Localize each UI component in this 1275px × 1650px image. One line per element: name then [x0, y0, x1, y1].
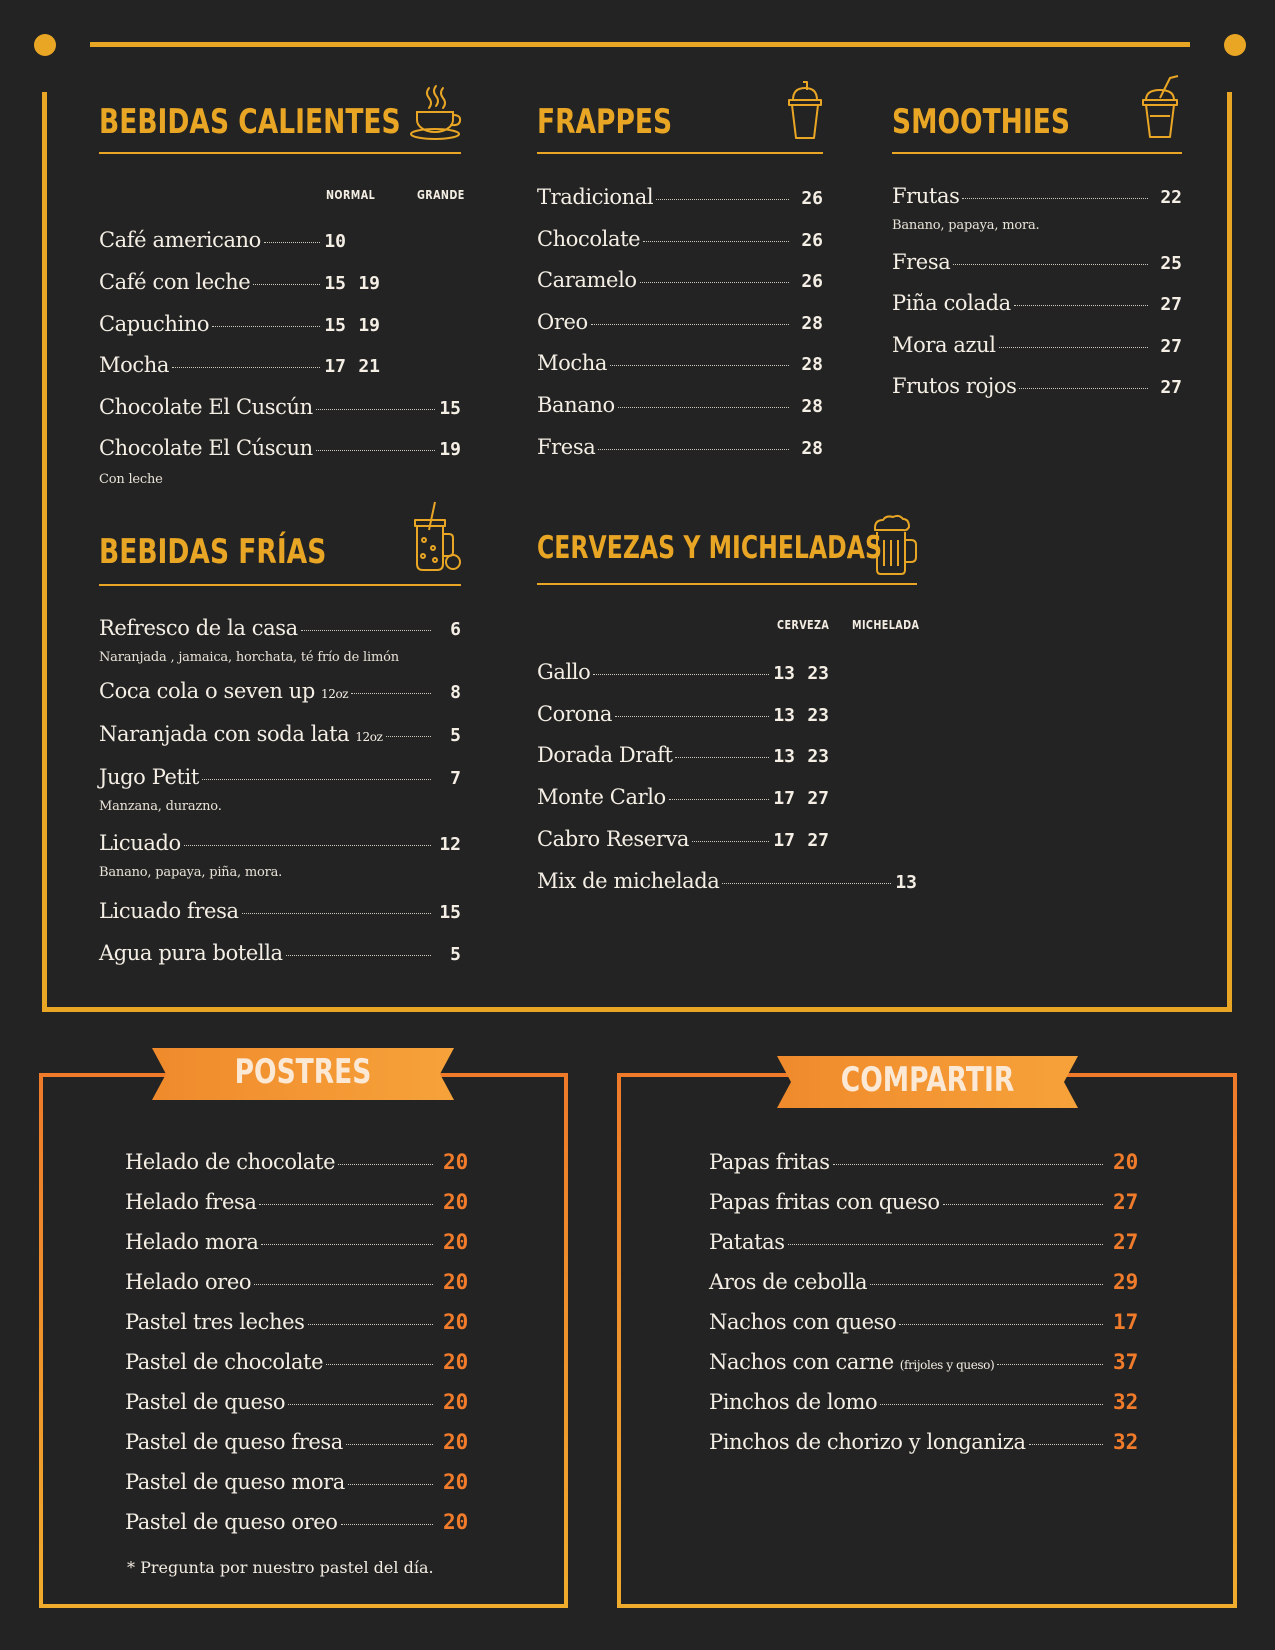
item-name: Pastel de queso oreo	[125, 1510, 338, 1534]
dotted-leader	[899, 1324, 1103, 1325]
menu-item-row	[99, 722, 461, 746]
dotted-leader	[286, 955, 431, 956]
dotted-leader	[316, 409, 436, 410]
item-description: Naranjada , jamaica, horchata, té frío de limón	[99, 650, 399, 665]
price-michelada: 23	[807, 663, 829, 684]
dotted-leader	[386, 736, 431, 737]
compartir-title: COMPARTIR	[840, 1060, 1015, 1100]
menu-item-row	[99, 353, 461, 377]
menu-item-row	[537, 310, 823, 334]
price-grande: 19	[358, 315, 380, 336]
item-price: 8	[450, 682, 461, 703]
item-price: 20	[443, 1350, 469, 1374]
item-name: Pinchos de lomo	[709, 1390, 878, 1414]
item-name: Pastel de queso fresa	[125, 1430, 343, 1454]
item-description: Con leche	[99, 472, 163, 487]
item-name: Piña colada	[892, 291, 1011, 315]
item-price: 20	[443, 1470, 469, 1494]
item-price: 27	[1160, 294, 1182, 315]
menu-item-row	[125, 1350, 477, 1374]
section-rule	[99, 584, 461, 586]
section-title: FRAPPES	[537, 102, 673, 142]
item-name: Café con leche	[99, 270, 251, 294]
item-name: Refresco de la casa	[99, 616, 298, 640]
price-cerveza: 13	[773, 705, 795, 726]
menu-item-row	[99, 941, 461, 965]
section-rule	[99, 152, 461, 154]
dotted-leader	[953, 264, 1148, 265]
section-title: BEBIDAS CALIENTES	[99, 102, 401, 142]
item-price: 20	[443, 1310, 469, 1334]
top-rule	[90, 42, 1190, 47]
dotted-leader	[692, 841, 769, 842]
item-name: Nachos con queso	[709, 1310, 897, 1334]
menu-item-row	[892, 291, 1182, 315]
price-normal: 17	[324, 356, 346, 377]
menu-item-row	[125, 1190, 477, 1214]
section-rule	[537, 583, 917, 585]
item-name: Mocha	[99, 353, 169, 377]
item-name: Fresa	[892, 250, 951, 274]
dotted-leader	[351, 693, 431, 694]
menu-item-row	[709, 1190, 1147, 1214]
section-rule	[537, 152, 823, 154]
menu-item-row	[709, 1310, 1147, 1334]
item-name: Helado fresa	[125, 1190, 257, 1214]
item-name: Banano	[537, 393, 615, 417]
item-name: Dorada Draft	[537, 743, 673, 767]
menu-item-row	[537, 227, 823, 251]
dotted-leader	[788, 1244, 1103, 1245]
menu-item-row	[537, 869, 917, 893]
item-name: Licuado fresa	[99, 899, 239, 923]
menu-item-row	[709, 1350, 1147, 1374]
postres-note: * Pregunta por nuestro pastel del día.	[127, 1558, 434, 1577]
menu-item-row	[537, 702, 917, 726]
item-name: Pastel de queso mora	[125, 1470, 345, 1494]
item-price: 15	[439, 902, 461, 923]
price-grande: 19	[439, 439, 461, 460]
menu-item-row	[537, 185, 823, 209]
item-price: 12	[439, 834, 461, 855]
item-name: Papas fritas con queso	[709, 1190, 940, 1214]
postres-title: POSTRES	[234, 1052, 372, 1092]
menu-item-row	[892, 374, 1182, 398]
price-cerveza: 17	[773, 830, 795, 851]
dotted-leader	[997, 1364, 1103, 1365]
menu-item-row	[537, 660, 917, 684]
dotted-leader	[172, 367, 320, 368]
dotted-leader	[640, 282, 789, 283]
item-price: 27	[1113, 1230, 1139, 1254]
coffee-cup-icon	[409, 84, 463, 142]
price-grande: 21	[358, 356, 380, 377]
dotted-leader	[1019, 388, 1148, 389]
item-name: Nachos con carne	[709, 1350, 894, 1374]
section-bebidas-calientes	[99, 80, 465, 500]
dotted-leader	[598, 449, 789, 450]
item-price: 20	[443, 1270, 469, 1294]
section-postres	[125, 1120, 477, 1580]
price-cerveza: 13	[773, 663, 795, 684]
item-name: Aros de cebolla	[709, 1270, 868, 1294]
item-price: 20	[1113, 1150, 1139, 1174]
item-name: Naranjada con soda lata	[99, 722, 350, 746]
col-michelada-header: MICHELADA	[852, 618, 920, 632]
dotted-leader	[675, 757, 769, 758]
price-grande: 15	[439, 398, 461, 419]
item-name: Tradicional	[537, 185, 654, 209]
menu-item-row	[99, 395, 461, 419]
menu-item-row	[709, 1230, 1147, 1254]
dotted-leader	[264, 242, 320, 243]
menu-item-row	[709, 1430, 1147, 1454]
item-price: 27	[1160, 377, 1182, 398]
menu-item-row	[99, 765, 461, 789]
dotted-leader	[259, 1204, 433, 1205]
price-cerveza: 17	[773, 788, 795, 809]
dotted-leader	[316, 450, 436, 451]
item-price: 20	[443, 1230, 469, 1254]
item-name: Mora azul	[892, 333, 996, 357]
item-name: Helado mora	[125, 1230, 259, 1254]
item-description: Banano, papaya, piña, mora.	[99, 865, 283, 880]
menu-item-row	[99, 270, 461, 294]
item-price: 25	[1160, 253, 1182, 274]
dotted-leader	[253, 284, 320, 285]
menu-item-row	[892, 250, 1182, 274]
menu-item-row	[537, 743, 917, 767]
dotted-leader	[1029, 1444, 1103, 1445]
price-michelada: 23	[807, 705, 829, 726]
item-price: 26	[801, 271, 823, 292]
item-name: Mocha	[537, 351, 607, 375]
item-name: Fresa	[537, 435, 596, 459]
item-price: 32	[1113, 1390, 1139, 1414]
item-name: Frutas	[892, 184, 960, 208]
menu-item-row	[537, 827, 917, 851]
menu-item-row	[125, 1270, 477, 1294]
item-description: Manzana, durazno.	[99, 799, 222, 814]
dotted-leader	[338, 1164, 433, 1165]
dotted-leader	[1014, 305, 1148, 306]
menu-item-row	[99, 616, 461, 640]
item-name: Licuado	[99, 831, 181, 855]
menu-item-row	[99, 228, 461, 252]
menu-item-row	[125, 1390, 477, 1414]
price-cerveza: 13	[773, 746, 795, 767]
menu-item-row	[537, 351, 823, 375]
item-name: Agua pura botella	[99, 941, 283, 965]
dotted-leader	[610, 365, 789, 366]
item-price: 20	[443, 1150, 469, 1174]
section-compartir	[709, 1120, 1147, 1500]
item-price: 6	[450, 619, 461, 640]
item-name: Gallo	[537, 660, 591, 684]
dotted-leader	[184, 845, 431, 846]
item-price: 28	[801, 396, 823, 417]
item-price: 27	[1113, 1190, 1139, 1214]
item-name: Helado oreo	[125, 1270, 252, 1294]
item-name: Corona	[537, 702, 613, 726]
item-price: 28	[801, 313, 823, 334]
item-name: Pastel de queso	[125, 1390, 286, 1414]
item-name: Helado de chocolate	[125, 1150, 336, 1174]
item-name: Mix de michelada	[537, 869, 720, 893]
dotted-leader	[348, 1484, 433, 1485]
item-extra: (frijoles y queso)	[899, 1358, 995, 1372]
menu-item-row	[537, 393, 823, 417]
item-price: 26	[801, 230, 823, 251]
menu-item-row	[892, 184, 1182, 208]
menu-item-row	[537, 785, 917, 809]
dotted-leader	[880, 1404, 1103, 1405]
dotted-leader	[999, 347, 1148, 348]
item-name: Capuchino	[99, 312, 210, 336]
item-name: Chocolate El Cuscún	[99, 395, 313, 419]
menu-item-row	[537, 435, 823, 459]
section-rule	[892, 152, 1182, 154]
col-normal-header: NORMAL	[326, 188, 376, 202]
col-grande-header: GRANDE	[417, 188, 465, 202]
menu-item-row	[99, 679, 461, 703]
item-price: 7	[450, 768, 461, 789]
item-description: Banano, papaya, mora.	[892, 218, 1040, 233]
dotted-leader	[943, 1204, 1103, 1205]
section-title: CERVEZAS Y MICHELADAS	[537, 530, 882, 566]
compartir-ribbon	[777, 1056, 1078, 1108]
price-grande: 19	[358, 273, 380, 294]
price-michelada: 13	[895, 872, 917, 893]
dotted-leader	[341, 1524, 433, 1525]
item-name: Monte Carlo	[537, 785, 666, 809]
menu-item-row	[125, 1430, 477, 1454]
menu-item-row	[709, 1150, 1147, 1174]
item-price: 22	[1160, 187, 1182, 208]
dotted-leader	[308, 1324, 433, 1325]
menu-item-row	[125, 1310, 477, 1334]
price-michelada: 27	[807, 788, 829, 809]
item-name: Café americano	[99, 228, 261, 252]
item-price: 20	[443, 1190, 469, 1214]
smoothie-cup-icon	[1138, 74, 1182, 142]
item-price: 32	[1113, 1430, 1139, 1454]
section-smoothies	[892, 80, 1182, 410]
dotted-leader	[870, 1284, 1103, 1285]
dotted-leader	[833, 1164, 1103, 1165]
section-bebidas-frias	[99, 500, 461, 980]
section-title: BEBIDAS FRÍAS	[99, 532, 327, 572]
item-name: Oreo	[537, 310, 588, 334]
price-michelada: 23	[807, 746, 829, 767]
price-michelada: 27	[807, 830, 829, 851]
item-price: 28	[801, 438, 823, 459]
item-price: 28	[801, 354, 823, 375]
item-name: Cabro Reserva	[537, 827, 690, 851]
menu-item-row	[99, 899, 461, 923]
dotted-leader	[669, 799, 770, 800]
dotted-leader	[212, 326, 320, 327]
item-price: 20	[443, 1390, 469, 1414]
menu-item-row	[709, 1390, 1147, 1414]
col-cerveza-header: CERVEZA	[777, 618, 830, 632]
dotted-leader	[346, 1444, 433, 1445]
beer-mug-icon	[871, 514, 919, 576]
price-normal: 15	[324, 315, 346, 336]
item-size: 12oz	[355, 730, 383, 744]
menu-item-row	[99, 436, 461, 460]
item-name: Pastel tres leches	[125, 1310, 305, 1334]
dotted-leader	[656, 199, 789, 200]
item-price: 20	[443, 1430, 469, 1454]
item-name: Chocolate	[537, 227, 641, 251]
menu-item-row	[99, 312, 461, 336]
dotted-leader	[261, 1244, 433, 1245]
dotted-leader	[722, 883, 891, 884]
dotted-leader	[254, 1284, 433, 1285]
item-price: 5	[450, 725, 461, 746]
price-normal: 10	[324, 231, 346, 252]
item-name: Jugo Petit	[99, 765, 199, 789]
frappe-cup-icon	[785, 80, 825, 142]
section-cervezas-y-micheladas	[537, 500, 920, 910]
item-name: Caramelo	[537, 268, 637, 292]
item-price: 37	[1113, 1350, 1139, 1374]
item-name: Pastel de chocolate	[125, 1350, 324, 1374]
menu-item-row	[125, 1510, 477, 1534]
item-name: Chocolate El Cúscun	[99, 436, 313, 460]
price-normal: 15	[324, 273, 346, 294]
mason-jar-drink-icon	[409, 500, 461, 576]
item-size: 12oz	[320, 687, 349, 701]
menu-item-row	[125, 1470, 477, 1494]
dotted-leader	[615, 716, 769, 717]
menu-item-row	[709, 1270, 1147, 1294]
dotted-leader	[301, 630, 431, 631]
top-left-dot	[34, 34, 56, 56]
section-title: SMOOTHIES	[892, 102, 1070, 142]
item-price: 29	[1113, 1270, 1139, 1294]
dotted-leader	[326, 1364, 433, 1365]
dotted-leader	[962, 198, 1148, 199]
menu-item-row	[125, 1230, 477, 1254]
postres-ribbon	[152, 1048, 454, 1100]
item-price: 20	[443, 1510, 469, 1534]
item-price: 26	[801, 188, 823, 209]
dotted-leader	[202, 779, 431, 780]
item-name: Coca cola o seven up	[99, 679, 315, 703]
dotted-leader	[618, 407, 789, 408]
menu-item-row	[892, 333, 1182, 357]
dotted-leader	[593, 674, 769, 675]
item-price: 17	[1113, 1310, 1139, 1334]
dotted-leader	[288, 1404, 433, 1405]
menu-item-row	[125, 1150, 477, 1174]
menu-item-row	[537, 268, 823, 292]
dotted-leader	[643, 241, 789, 242]
item-name: Frutos rojos	[892, 374, 1017, 398]
item-price: 27	[1160, 336, 1182, 357]
dotted-leader	[242, 913, 431, 914]
item-name: Papas fritas	[709, 1150, 830, 1174]
item-name: Pinchos de chorizo y longaniza	[709, 1430, 1026, 1454]
item-name: Patatas	[709, 1230, 785, 1254]
dotted-leader	[591, 324, 789, 325]
section-frappes	[537, 80, 823, 480]
top-right-dot	[1224, 34, 1246, 56]
item-price: 5	[450, 944, 461, 965]
menu-item-row	[99, 831, 461, 855]
